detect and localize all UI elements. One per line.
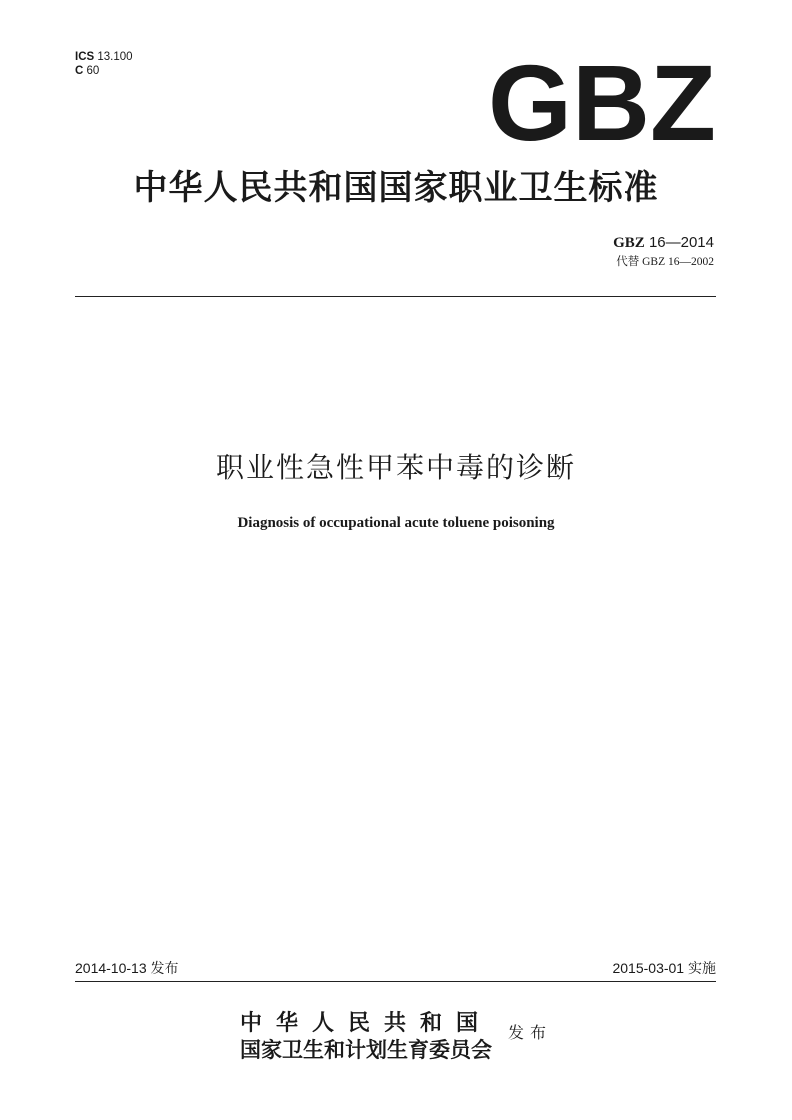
title-english: Diagnosis of occupational acute toluene poisoning — [237, 515, 555, 531]
standard-number-value: 16—2014 — [648, 234, 714, 251]
ics-label: ICS — [75, 51, 95, 63]
issue-date: 2014-10-13 发布 — [75, 960, 179, 976]
classification-codes — [75, 50, 133, 78]
standard-number — [613, 234, 714, 252]
ccs-value: 60 — [86, 65, 100, 77]
gbz-logo-text: GBZ — [488, 58, 716, 144]
header-divider — [75, 296, 716, 297]
title-chinese: 职业性急性甲苯中毒的诊断 — [215, 452, 576, 483]
ccs-label: C — [75, 65, 84, 77]
publish-label: 发布 — [508, 1025, 553, 1042]
replaces-standard: 代替 GBZ 16—2002 — [616, 256, 714, 268]
gbz-logo — [488, 58, 716, 144]
ics-value: 13.100 — [97, 51, 133, 63]
issuer-line-1: 中华人民共和国 — [240, 1010, 493, 1035]
ccs-code — [75, 64, 133, 78]
footer-divider — [75, 981, 716, 982]
implement-date: 2015-03-01 实施 — [612, 960, 716, 976]
ics-code — [75, 50, 133, 64]
org-title: 中华人民共和国国家职业卫生标准 — [133, 170, 659, 207]
issuer-line-2: 国家卫生和计划生育委员会 — [240, 1038, 492, 1062]
standard-prefix: GBZ — [613, 235, 645, 251]
